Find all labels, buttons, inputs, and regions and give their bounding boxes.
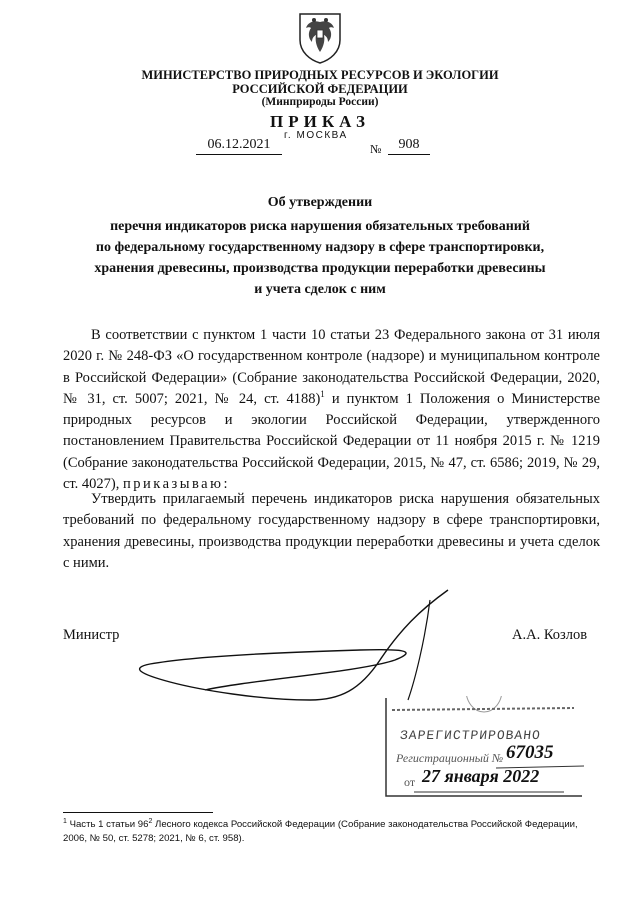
stamp-reg-label: Регистрационный №	[396, 751, 504, 765]
city-label: г. МОСКВА	[284, 130, 348, 141]
stamp-date-label: от	[404, 775, 416, 789]
preamble-paragraph	[63, 325, 600, 495]
subject-line: по федеральному государственному надзору в сфере транспортировки,	[95, 240, 545, 255]
signer-name: А.А. Козлов	[512, 627, 588, 643]
footnote	[63, 818, 600, 845]
footnote-number: 1	[63, 817, 67, 825]
signer-role: Министр	[63, 627, 120, 643]
coat-of-arms-icon	[296, 10, 344, 64]
preamble-text: В соответствии с пунктом 1 части 10 статьи 23 Федерального закона от 31 июля 2020 г. № 248-ФЗ «О государственном контроле (надзоре) и муниципальном контроле в Российской Федерации» (Собрание законодательства Российской Федерации, 2020, № 31, ст. 5007; 2021, № 24, ст. 4188)	[63, 327, 600, 407]
preamble-text-cont: и пунктом 1 Положения о Министерстве природных ресурсов и экологии Российской Федерации, утвержденного постановлением Правительства Российской Федерации от 11 ноября 2015 г. № 1219 (Собрание законодательства Российской Федерации, 2015, № 47, ст. 6586; 2019, № 29, ст. 4027),	[63, 390, 600, 493]
subject-line: хранения древесины, производства продукции переработки древесины	[94, 261, 546, 276]
ministry-name-line1: МИНИСТЕРСТВО ПРИРОДНЫХ РЕСУРСОВ И ЭКОЛОГИИ	[141, 68, 499, 82]
ministry-short-name: (Минприроды России)	[261, 96, 379, 108]
order-number: 908	[388, 137, 430, 155]
stamp-reg-number: 67035	[506, 742, 554, 763]
footnote-text-a: Часть 1 статьи 96	[66, 819, 149, 830]
footnote-sup: 2	[148, 817, 153, 825]
order-title: ПРИКАЗ	[270, 112, 370, 131]
order-word: приказываю:	[123, 476, 230, 493]
ministry-name-line2: РОССИЙСКОЙ ФЕДЕРАЦИИ	[232, 82, 408, 96]
stamp-title: ЗАРЕГИСТРИРОВАНО	[399, 728, 542, 743]
number-sign: №	[370, 142, 382, 156]
footnote-mark: 1	[320, 389, 325, 400]
footnote-text-b: Лесного кодекса Российской Федерации (Собрание законодательства Российской Федерации, 2006, № 50, ст. 5278; 2021, № 6, ст. 958).	[63, 819, 578, 844]
footnote-divider	[63, 812, 213, 813]
resolution-paragraph: Утвердить прилагаемый перечень индикаторов риска нарушения обязательных требований по федеральному государственному надзору в сфере транспортировки, хранения древесины, производства продукции переработки древесины и учета сделок с ними.	[63, 491, 600, 571]
stamp-date-value: 27 января 2022	[422, 766, 540, 786]
subject-line: и учета сделок с ним	[254, 282, 386, 297]
subject-line: перечня индикаторов риска нарушения обязательных требований	[110, 219, 530, 234]
subject-line: Об утверждении	[267, 195, 373, 210]
order-date: 06.12.2021	[196, 137, 282, 155]
